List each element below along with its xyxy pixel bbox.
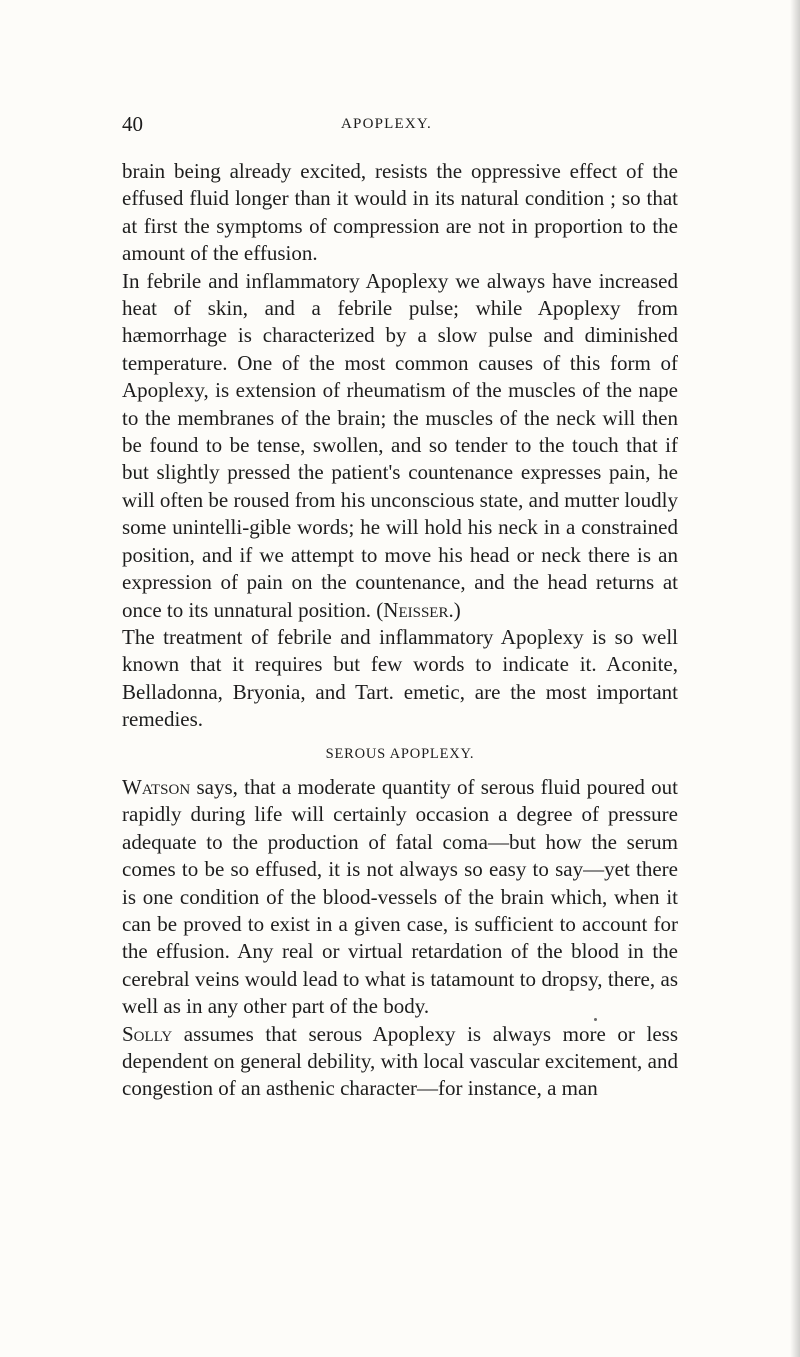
paragraph-febrile-apoplexy [122, 268, 678, 624]
paragraph-continuation: brain being already excited, resists the oppressive effect of the effused fluid longer than it would in its natural condition ; so that at first the symptoms of compression are not in proportion to the amount of the effusion. [122, 159, 678, 266]
body-text [122, 158, 678, 1103]
running-head: APOPLEXY. [341, 116, 432, 132]
paragraph-febrile-apoplexy-text: In febrile and inflammatory Apoplexy we always have increased heat of skin, and a febrile pulse; while Apoplexy from hæmorrhage is characterized by a slow pulse and diminished temperature. One of the most common causes of this form of Apoplexy, is extension of rheumatism of the muscles of the nape to the membranes of the brain; the muscles of the neck will then be found to be tense, swollen, and so tender to the touch that if but slightly pressed the patient's countenance expresses pain, he will often be roused from his unconscious state, and mutter loudly some unintelli-gible words; he will hold his neck in a constrained position, and if we attempt to move his head or neck there is an expression of pain on the countenance, and the head returns at once to its unnatural position. [122, 268, 678, 622]
paragraph-watson [122, 774, 678, 1021]
page-header [122, 112, 682, 148]
paragraph-solly-text: assumes that serous Apoplexy is always more or less dependent on general debility, with local vascular excitement, and congestion of an asthenic character—for instance, a man [122, 1021, 678, 1101]
author-solly: Solly [122, 1021, 173, 1046]
paragraph-solly [122, 1021, 678, 1103]
paragraph-watson-text: says, that a moderate quantity of serous fluid poured out rapidly during life will certainly occasion a degree of pressure adequate to the production of fatal coma—but how the serum comes to be so effused, it is not always so easy to say—yet there is one condition of the blood-vessels of the brain which, when it can be proved to exist in a given case, is sufficient to account for the effusion. Any real or virtual retardation of the blood in the cerebral veins would lead to what is tatamount to dropsy, there, as well as in any other part of the body. [122, 774, 679, 1019]
page-edge-shadow [790, 0, 800, 1357]
author-watson: Watson [122, 774, 191, 799]
citation-neisser: (Neisser.) [376, 597, 461, 622]
page-number: 40 [122, 112, 143, 136]
section-title: SEROUS APOPLEXY. [325, 745, 475, 762]
paragraph-treatment: The treatment of febrile and inflammatory Apoplexy is so well known that it requires but few words to indicate it. Aconite, Belladonna, Bryonia, and Tart. emetic, are the most important remedies. [122, 624, 678, 732]
ink-speck [594, 1018, 597, 1021]
